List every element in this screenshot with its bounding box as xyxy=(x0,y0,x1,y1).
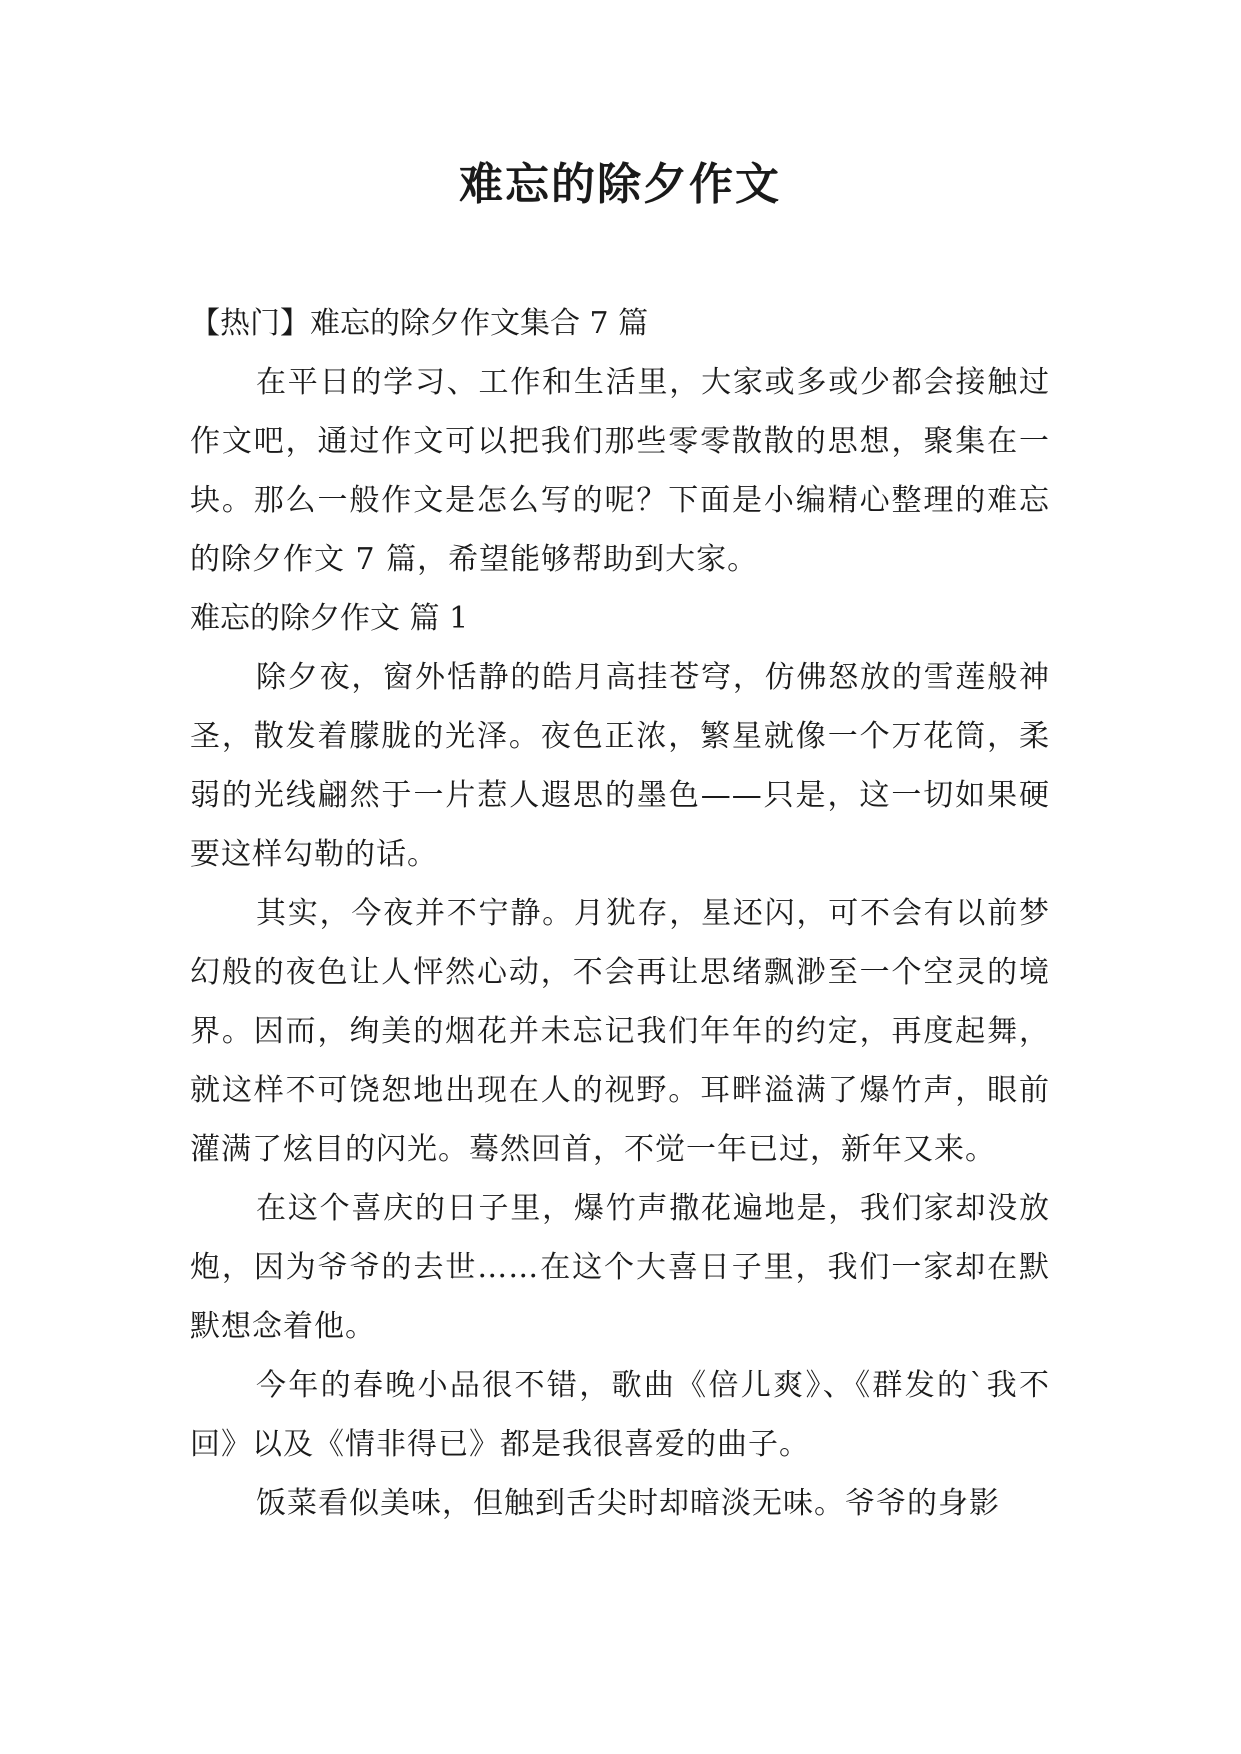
body-paragraph: 其实，今夜并不宁静。月犹存，星还闪，可不会有以前梦幻般的夜色让人怦然心动，不会再让思绪飘渺至一个空灵的境界。因而，绚美的烟花并未忘记我们年年的约定，再度起舞，就这样不可饶恕地出现在人的视野。耳畔溢满了爆竹声，眼前灌满了炫目的闪光。蓦然回首，不觉一年已过，新年又来。 xyxy=(190,896,1050,1167)
collection-subtitle: 【热门】难忘的除夕作文集合 7 篇 xyxy=(190,306,649,341)
body-paragraph: 今年的春晚小品很不错，歌曲《倍儿爽》、《群发的`我不回》以及《情非得已》都是我很喜爱的曲子。 xyxy=(190,1368,1050,1462)
intro-paragraph: 在平日的学习、工作和生活里，大家或多或少都会接触过作文吧，通过作文可以把我们那些零零散散的思想，聚集在一块。那么一般作文是怎么写的呢？下面是小编精心整理的难忘的除夕作文 7 篇，希望能够帮助到大家。 xyxy=(190,365,1050,577)
document-page xyxy=(190,150,1050,1533)
document-title: 难忘的除夕作文 xyxy=(459,159,781,210)
section-heading: 难忘的除夕作文 篇 1 xyxy=(190,601,469,636)
body-paragraph: 在这个喜庆的日子里，爆竹声撒花遍地是，我们家却没放炮，因为爷爷的去世……在这个大喜日子里，我们一家却在默默想念着他。 xyxy=(190,1191,1050,1344)
body-paragraph: 饭菜看似美味，但触到舌尖时却暗淡无味。爷爷的身影 xyxy=(256,1486,1000,1521)
body-paragraph: 除夕夜，窗外恬静的皓月高挂苍穹，仿佛怒放的雪莲般神圣，散发着朦胧的光泽。夜色正浓，繁星就像一个万花筒，柔弱的光线翩然于一片惹人遐思的墨色——只是，这一切如果硬要这样勾勒的话。 xyxy=(190,660,1050,872)
